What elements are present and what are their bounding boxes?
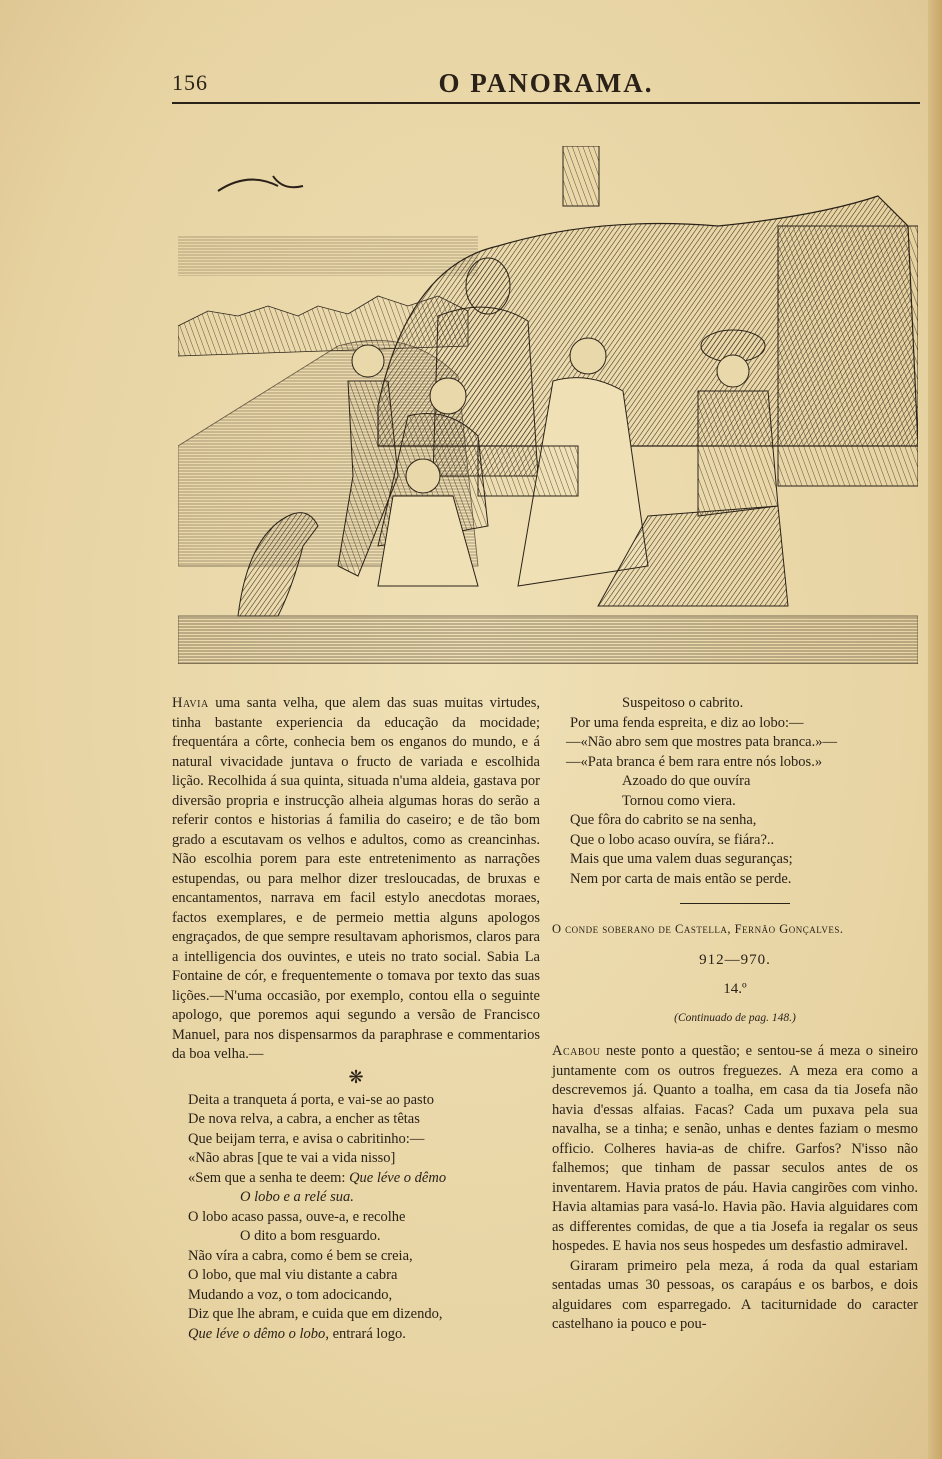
poem-line: O lobo, que mal viu distante a cabra	[188, 1267, 398, 1283]
right-column	[552, 694, 918, 1335]
page-number: 156	[172, 70, 208, 95]
intro-paragraph	[172, 694, 540, 1065]
page-header	[172, 66, 920, 102]
journal-title: O PANORAMA.	[438, 68, 654, 98]
section-title: O conde soberano de Castella, Fernão Gonçalves.	[552, 922, 844, 936]
section-divider	[680, 903, 790, 904]
section-dates: 912—970.	[699, 952, 771, 968]
poem-line: O dito a bom resguardo.	[240, 1228, 381, 1244]
asterism: ❋	[348, 1066, 364, 1087]
poem-italic: Que léve o dêmo	[349, 1169, 447, 1186]
poem-line: Azoado do que ouvíra	[622, 773, 751, 789]
drop-lead: Acabou	[552, 1043, 601, 1059]
fable-poem-continued	[552, 694, 918, 889]
header-rule	[172, 102, 920, 104]
poem-line: Diz que lhe abram, e cuida que em dizendo,	[188, 1306, 443, 1322]
engraving-illustration	[178, 146, 918, 664]
poem-line: —«Não abro sem que mostres pata branca.»—	[566, 734, 837, 750]
poem-line: Que fôra do cabrito se na senha,	[570, 812, 757, 828]
poem-line: O lobo e a relé sua.	[240, 1189, 354, 1205]
body-paragraph: Giraram primeiro pela meza, á roda da qual estariam sentadas umas 30 pessoas, os carapáus e os barbos, e dois alguidares com esparregado. A taciturnidade do caracter castelhano ia pouco e pou-	[552, 1257, 918, 1332]
part-number: 14.º	[723, 981, 747, 997]
engraving-family-storytelling-icon	[178, 146, 918, 664]
poem-line: Deita a tranqueta á porta, e vai-se ao pasto	[188, 1091, 434, 1108]
page-edge	[928, 0, 942, 1459]
left-column	[172, 694, 540, 1344]
drop-lead: Havia	[172, 695, 209, 711]
intro-text: uma santa velha, que alem das suas muitas virtudes, tinha bastante experiencia da educação da mocidade; frequentára a côrte, conhecia bem os enganos do mundo, e á natural vivacidade juntava o fructo de variada e escolhida lição. Recolhida á sua quinta, situada n'uma aldeia, gastava por diversão propria e instrucção alheia algumas horas do serão a referir contos e historias á familia do caseiro; e de tão bom grado a escutavam os velhos e adultos, como as creancinhas. Não escolhia porem para este entretenimento as narrações estupendas, ou para melhor dizer tresloucadas, de bruxas e encantamentos, narrava em facil estylo anecdotas moraes, factos exemplares, e de permeio mettia alguns apologos engraçados, de que sempre resultavam aphorismos, claros para a intelligencia dos ouvintes, e uteis no trato social. Sabia La Fontaine de cór, e frequentemente o tomava por texto das suas lições.—N'uma occasião, por exemplo, contou ella o seguinte apologo, que poremos aqui segundo a versão de Francisco Manuel, para nos dispensarmos da paraphrase e commentarios da boa velha.—	[172, 695, 540, 1062]
poem-line: —«Pata branca é bem rara entre nós lobos.»	[566, 753, 823, 770]
poem-line: Por uma fenda espreita, e diz ao lobo:—	[570, 714, 804, 731]
poem-line: «Não abras [que te vai a vida nisso]	[188, 1150, 396, 1166]
poem-line: Suspeitoso o cabrito.	[622, 695, 744, 711]
fable-poem	[172, 1091, 540, 1345]
body-paragraph: Acabou neste ponto a questão; e sentou-se á meza o sineiro juntamente com os outros freguezes. A meza era como a descrevemos já. Quanto a toalha, em casa da tia Josefa não havia d'essas alfaias. Facas? Cada um puxava pela sua navalha, se a tinha; e senão, unhas e dentes faziam o mesmo officio. Colheres havia-as de chifre. Garfos? N'isso não falhemos; que tinham de passar seculos antes de os inventarem. Havia pratos de páu. Havia cangirões com vinho. Havia altamias para vasá-lo. Havia pão. Havia alguidares com as differentes comidas, de que a tia Josefa ia regalar os seus hospedes. E havia nos seus hospedes um desfastio admiravel.	[552, 1043, 918, 1254]
poem-line: Não víra a cabra, como é bem se creia,	[188, 1247, 413, 1264]
poem-line: Tornou como viera.	[622, 792, 736, 809]
poem-line: Que o lobo acaso ouvíra, se fiára?..	[570, 831, 775, 848]
poem-line: Nem por carta de mais então se perde.	[570, 870, 792, 887]
poem-line: Que beijam terra, e avisa o cabritinho:—	[188, 1130, 425, 1147]
poem-line: «Sem que a senha te deem: Que léve o dêmo	[188, 1169, 447, 1186]
poem-line: De nova relva, a cabra, a encher as têtas	[188, 1111, 420, 1127]
poem-line: O lobo acaso passa, ouve-a, e recolhe	[188, 1208, 406, 1225]
poem-line: Que léve o dêmo o lobo, entrará logo.	[188, 1325, 406, 1342]
poem-line: Mais que uma valem duas seguranças;	[570, 851, 793, 867]
continuation-note: (Continuado de pag. 148.)	[674, 1012, 796, 1024]
poem-line: Mudando a voz, o tom adocicando,	[188, 1286, 393, 1303]
poem-italic: Que léve o dêmo o lobo	[188, 1325, 326, 1342]
